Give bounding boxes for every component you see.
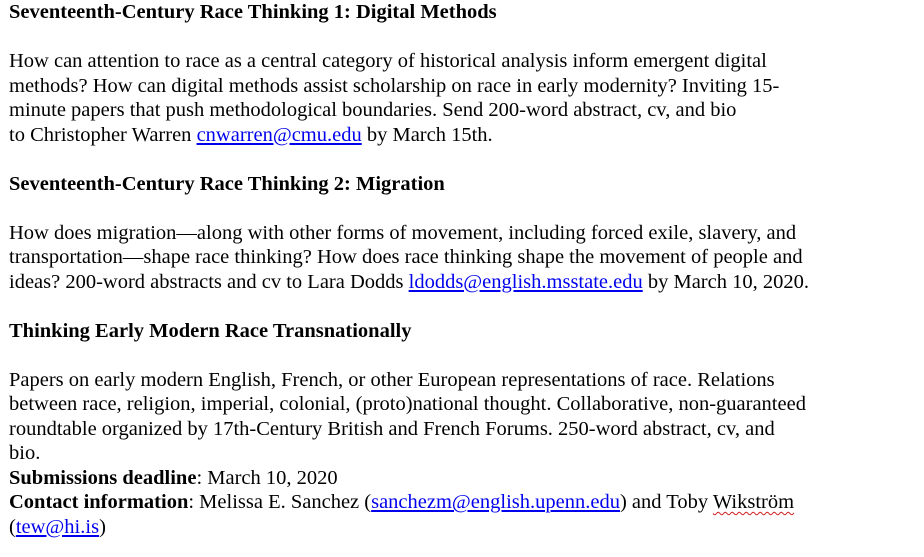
spacer: [9, 25, 919, 50]
text-fragment: ideas? 200-word abstracts and cv to Lara Dodds: [9, 270, 409, 293]
submissions-deadline: [9, 466, 919, 491]
text-line: transportation—shape race thinking? How does race thinking shape the movement of people and: [9, 246, 803, 268]
text-line: methods? How can digital methods assist scholarship on race in early modernity? Inviting 15-: [9, 74, 780, 97]
email-link-dodds[interactable]: ldodds@english.msstate.edu: [408, 270, 643, 293]
text-fragment: by March 10, 2020.: [642, 270, 809, 293]
text-line: minute papers that push methodological boundaries. Send 200-word abstract, cv, and bio: [9, 99, 737, 121]
text-fragment: by March 15th.: [361, 123, 493, 146]
document-body: [9, 0, 919, 539]
email-link-wikstrom[interactable]: tew@hi.is: [15, 515, 100, 538]
contact-information: [9, 490, 919, 515]
text-fragment: (: [9, 515, 16, 538]
text-line: How does migration—along with other forms of movement, including forced exile, slavery, and: [9, 221, 797, 244]
text-fragment: to Christopher Warren: [9, 123, 197, 146]
spacer: [9, 294, 919, 319]
panel-2-description: [9, 221, 919, 295]
deadline-label: Submissions deadline: [9, 466, 197, 489]
panel-1-description: [9, 49, 919, 147]
email-link-sanchez[interactable]: sanchezm@english.upenn.edu: [371, 491, 620, 513]
text-fragment: ): [99, 515, 106, 538]
spacer: [9, 196, 919, 221]
spellcheck-flagged-word: Wikström: [712, 491, 795, 513]
panel-2: [9, 172, 919, 295]
panel-1-title: Seventeenth-Century Race Thinking 1: Digital Methods: [9, 1, 497, 23]
text-line: Papers on early modern English, French, or other European representations of race. Relations: [9, 368, 775, 391]
text-line: How can attention to race as a central category of historical analysis inform emergent digital: [9, 50, 767, 72]
text-line: [9, 123, 919, 148]
deadline-value: : March 10, 2020: [196, 466, 338, 489]
text-line: bio.: [9, 442, 41, 464]
panel-3-title: Thinking Early Modern Race Transnationally: [9, 319, 412, 342]
text-line: [9, 515, 919, 540]
text-fragment: : Melissa E. Sanchez (: [188, 491, 372, 513]
panel-3-description: [9, 368, 919, 540]
panel-3: [9, 319, 919, 540]
text-fragment: ) and Toby: [619, 491, 713, 513]
email-link-warren[interactable]: cnwarren@cmu.edu: [196, 123, 362, 146]
contact-label: Contact information: [9, 491, 189, 513]
text-line: [9, 270, 919, 295]
spacer: [9, 343, 919, 368]
text-line: between race, religion, imperial, colonial, (proto)national thought. Collaborative, non-guaranteed: [9, 393, 806, 415]
spacer: [9, 147, 919, 172]
panel-1: [9, 0, 919, 147]
text-line: roundtable organized by 17th-Century British and French Forums. 250-word abstract, cv, and: [9, 417, 775, 440]
panel-2-title: Seventeenth-Century Race Thinking 2: Migration: [9, 172, 445, 195]
